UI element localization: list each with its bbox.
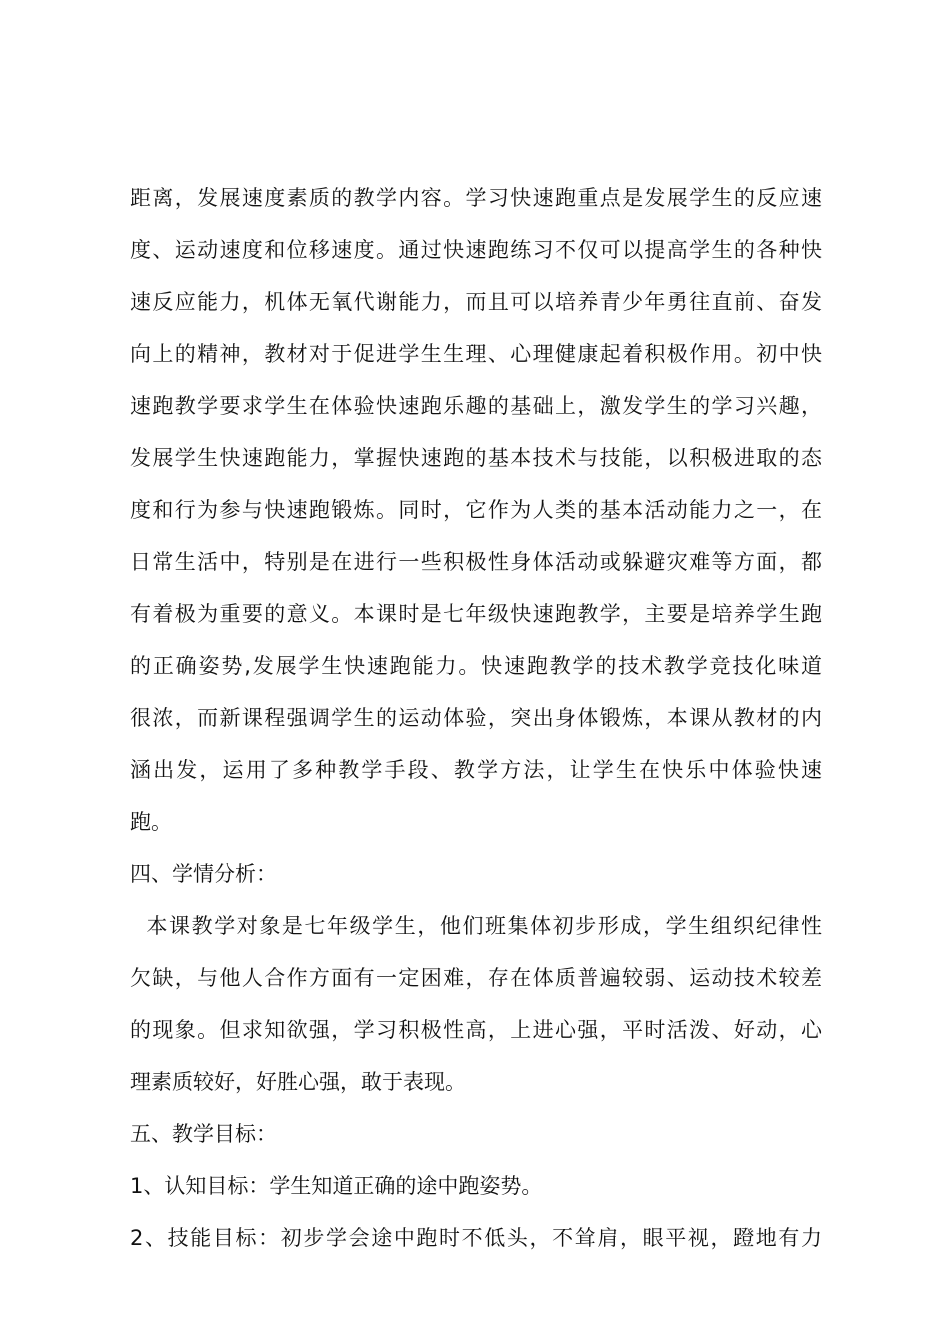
paragraph-line: 理素质较好，好胜心强，敢于表现。 xyxy=(130,1070,466,1094)
paragraph-line: 速跑教学要求学生在体验快速跑乐趣的基础上，激发学生的学习兴趣， xyxy=(130,394,822,418)
goal-item-cognitive: 1、认知目标：学生知道正确的途中跑姿势。 xyxy=(130,1174,543,1198)
paragraph-line: 度和行为参与快速跑锻炼。同时，它作为人类的基本活动能力之一，在 xyxy=(130,498,822,522)
paragraph-line: 度、运动速度和位移速度。通过快速跑练习不仅可以提高学生的各种快 xyxy=(130,238,822,262)
paragraph-line: 本课教学对象是七年级学生，他们班集体初步形成，学生组织纪律性 xyxy=(130,914,822,938)
paragraph-line: 有着极为重要的意义。本课时是七年级快速跑教学，主要是培养学生跑 xyxy=(130,602,822,626)
paragraph-line: 速反应能力，机体无氧代谢能力，而且可以培养青少年勇往直前、奋发 xyxy=(130,290,822,314)
paragraph-line: 很浓，而新课程强调学生的运动体验，突出身体锻炼，本课从教材的内 xyxy=(130,706,822,730)
paragraph-line: 的正确姿势,发展学生快速跑能力。快速跑教学的技术教学竞技化味道 xyxy=(130,654,822,678)
paragraph-line: 距离，发展速度素质的教学内容。学习快速跑重点是发展学生的反应速 xyxy=(130,186,822,210)
paragraph-line: 向上的精神，教材对于促进学生生理、心理健康起着积极作用。初中快 xyxy=(130,342,822,366)
paragraph-line: 欠缺，与他人合作方面有一定困难，存在体质普遍较弱、运动技术较差 xyxy=(130,966,822,990)
paragraph-line: 涵出发，运用了多种教学手段、教学方法，让学生在快乐中体验快速 xyxy=(130,758,822,782)
paragraph-line: 的现象。但求知欲强，学习积极性高，上进心强，平时活泼、好动，心 xyxy=(130,1018,822,1042)
section-heading-learning-analysis: 四、学情分析： xyxy=(130,862,277,886)
paragraph-line: 发展学生快速跑能力，掌握快速跑的基本技术与技能，以积极进取的态 xyxy=(130,446,822,470)
paragraph-line: 日常生活中，特别是在进行一些积极性身体活动或躲避灾难等方面，都 xyxy=(130,550,822,574)
paragraph-line: 跑。 xyxy=(130,810,172,834)
section-heading-teaching-goals: 五、教学目标： xyxy=(130,1122,277,1146)
goal-item-skill: 2、技能目标：初步学会途中跑时不低头，不耸肩，眼平视，蹬地有力 xyxy=(130,1226,822,1250)
